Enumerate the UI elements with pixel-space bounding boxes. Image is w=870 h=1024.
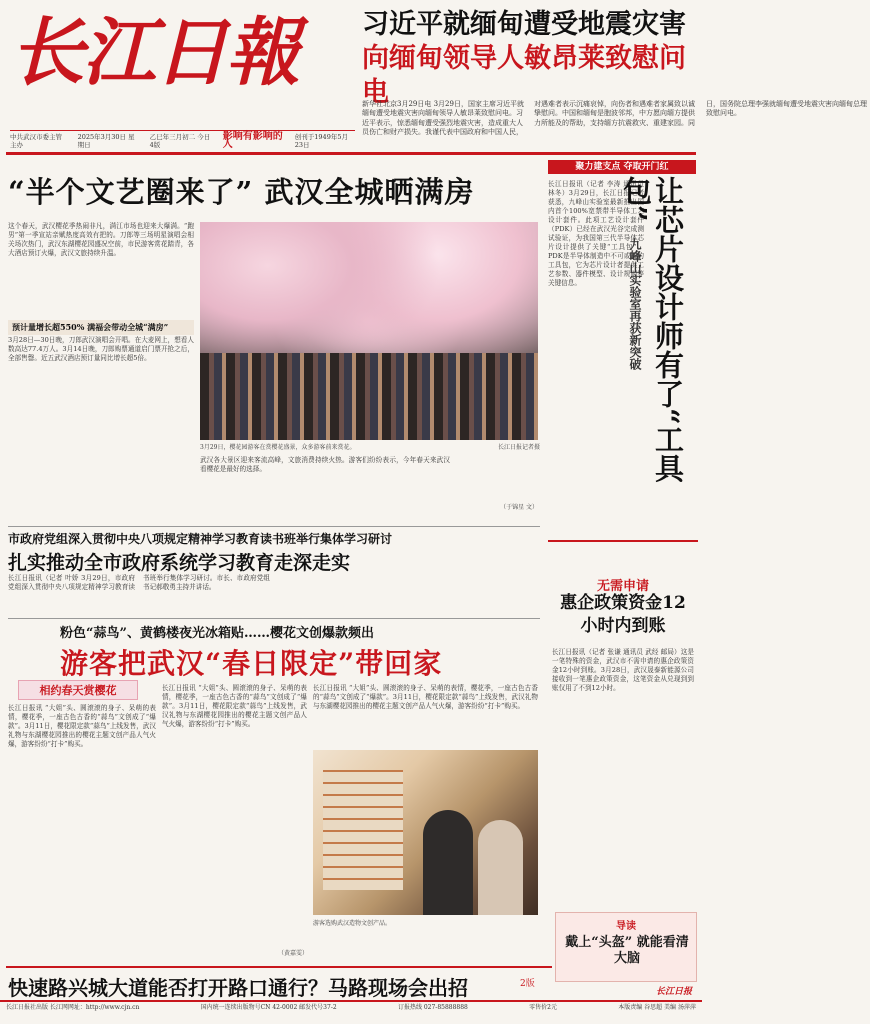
- feature-headline: “半个文艺圈来了” 武汉全城晒满房: [8, 175, 475, 209]
- feature-body-1: 这个春天，武汉樱花季热闹非凡，满江市场也迎来大爆满。“跑男”第一季宣站亲赋热度高效有把的。刀郎等三场明星演唱会相关场次热门，武汉东湖樱花园盛况空前，市民游客赏花踏青，各大酒店预订火爆，武汉文旅持续升温。: [8, 222, 194, 257]
- section3-kicker: 粉色“蒜鸟”、黄鹤楼夜光冰箱贴……樱花文创爆款频出: [60, 626, 374, 641]
- guide-headline[interactable]: 戴上“头盔” 就能看清大脑: [565, 935, 689, 966]
- lead-headline: [362, 8, 698, 110]
- side-divider: [548, 540, 698, 542]
- footer-cn: 国内统一连续出版物号CN 42-0002 邮发代号37-2: [200, 1004, 337, 1011]
- bottom-divider: [6, 966, 552, 968]
- issue-date: 2025年3月30日 星期日: [77, 133, 135, 149]
- policy-kicker: 无需申请: [596, 579, 649, 594]
- policy-headline: 惠企政策资金12小时内到账: [560, 593, 686, 636]
- lead-headline-line-1: 习近平就缅甸遭受地震灾害: [362, 9, 686, 40]
- policy-body: 长江日报讯（记者 张谦 通讯员 武经 邮局）这是一笔特殊的资金，武汉市不需申请的惠企政策资金12小时到账。3月28日，武汉晟泰新能源公司接收到一笔惠企政策资金，这笔资金从兑现到到账仅用了不到12小时。: [552, 648, 694, 692]
- shelf: [323, 770, 403, 890]
- publisher: 中共武汉市委主管主办: [10, 133, 62, 149]
- section3-photo-caption: 游客选购武汉造物文创产品。: [313, 920, 392, 927]
- section2-divider: [8, 526, 540, 527]
- lead-article-body: 新华社北京3月29日电 3月29日，国家主席习近平就缅甸遭受地震灾害向缅甸领导人敏昂莱致慰问电。习近平表示，惊悉缅甸遭受强烈地震灾害，造成重大人员伤亡和财产损失。我谨代表中国政府和中国人民，对遇难者表示沉痛哀悼，向伤者和遇难者家属致以诚挚慰问。中国和缅甸是胞波邻邦，中方愿向缅方提供力所能及的帮助，支持缅方抗震救灾、重建家园。同日，国务院总理李强就缅甸遭受地震灾害向缅甸总理致慰问电。: [362, 100, 867, 137]
- masthead-info-bar: [10, 130, 355, 148]
- visitor-figure: [423, 810, 473, 915]
- feature-author: （于锦星 文）: [500, 504, 538, 511]
- section3-divider: [8, 618, 540, 619]
- lead-headline-line-2: 向缅甸领导人敏昂莱致慰问电: [362, 43, 686, 108]
- bottom-page-ref: 2版: [520, 979, 535, 989]
- bottom-headline[interactable]: 快速路兴城大道能否打开路口通行？马路现场会出招: [8, 976, 468, 1000]
- side-headline: 让芯片设计师有了“工具包”: [619, 176, 685, 483]
- footer-phone: 订报热线 027-85888888: [397, 1004, 468, 1011]
- feature-photo-caption: 3月29日，樱花园游客在赏樱花盛景，众多游客前来赏花。: [200, 444, 356, 451]
- footer: [0, 1000, 702, 1024]
- guide-box: [555, 912, 697, 997]
- side-kicker: 聚力建支点 夺取开门红: [548, 160, 696, 174]
- section3-body-1: 长江日报讯 “大姐”头、圆滚滚的身子、呆萌的表情，樱花季，一座古色古香的“蒜鸟”文创成了“爆款”。3月11日，樱花限定款“蒜鸟”上线发售，武汉礼物与东湖樱花园推出的樱花主题文创产品人气火爆，游客纷纷“打卡”购买。: [8, 704, 156, 748]
- side-article-body: 长江日报讯（记者 李涛 通讯员 林冬）3月29日，长江日报记者获悉，九峰山实验室最新推出国内首个100%宽禁带半导体工艺设计套件。此项工艺设计套件（PDK）已经在武汉光谷完成测试验证，为我国第三代半导体芯片设计提供了关键“工具包”。PDK是半导体制造中不可或缺的工具包，它为芯片设计者提供工艺参数、器件模型、设计规则等关键信息。: [548, 180, 644, 287]
- feature-subhead: 预计量增长超550% 满福会带动全城“满房”: [8, 320, 194, 335]
- footer-editors: 本版责编 谷思超 美编 汤萍萍: [618, 1004, 696, 1011]
- newspaper-logo: 长江日報: [10, 10, 298, 96]
- cherry-blossom-photo: [200, 222, 538, 440]
- masthead: [0, 0, 867, 150]
- section2-kicker: 市政府党组深入贯彻中央八项规定精神学习教育读书班举行集体学习研讨: [8, 532, 393, 546]
- section3-body-3: 长江日报讯 “大姐”头、圆滚滚的身子、呆萌的表情，樱花季，一座古色古香的“蒜鸟”文创成了“爆款”。3月11日，樱花限定款“蒜鸟”上线发售，武汉礼物与东湖樱花园推出的樱花主题文创产品人气火爆，游客纷纷“打卡”购买。: [313, 684, 538, 710]
- footer-publisher: 长江日报社出版 长江网网址：http://www.cjn.cn: [6, 1004, 140, 1011]
- section2-headline: 扎实推动全市政府系统学习教育走深走实: [8, 552, 351, 574]
- founded-line: 创刊于1949年5月23日: [294, 133, 348, 149]
- section3-headline: 游客把武汉“春日限定”带回家: [60, 647, 443, 680]
- section3-author: （黄嘉雯）: [277, 950, 308, 957]
- lunar-date: 乙巳年三月初二 今日4版: [149, 133, 211, 149]
- feature-body-2: 3月28日—30日晚，刀郎武汉演唱会开唱。在大麦网上，想看人数高达77.4万人。3月14日晚，刀郎购票通道启门票开抢之后，全部售罄。近五武汉酒店预订量同比增长超5倍。: [8, 336, 194, 362]
- visitor-figure-2: [478, 820, 523, 915]
- crowd-silhouette: [200, 353, 538, 440]
- motto: 影响有影响的人: [222, 131, 283, 150]
- guide-label: 导读: [616, 921, 636, 932]
- cultural-shop-photo: [313, 750, 538, 915]
- feature-body-3: 武汉各大景区迎来客流高峰，文旅消费持续火热。游客们纷纷表示，今年春天来武汉看樱花是最好的选择。: [200, 456, 450, 473]
- section2-body: 长江日报讯（记者 叶娇 3月29日，市政府党组深入贯彻中央八项规定精神学习教育读书班举行集体学习研讨。市长、市政府党组书记郝敬勇主持并讲话。: [8, 574, 270, 591]
- side-subhead: 九峰山实验室再获新突破: [628, 238, 642, 370]
- guide-brand: 长江日报: [655, 987, 692, 997]
- feature-photo-credit: 长江日报记者摄: [497, 444, 540, 451]
- section3-body-2: 长江日报讯 “大姐”头、圆滚滚的身子、呆萌的表情，樱花季，一座古色古香的“蒜鸟”文创成了“爆款”。3月11日，樱花限定款“蒜鸟”上线发售，武汉礼物与东湖樱花园推出的樱花主题文创产品人气火爆，游客纷纷“打卡”购买。: [162, 684, 307, 728]
- masthead-divider: [6, 152, 696, 155]
- section3-tag: 相约春天赏樱花: [18, 680, 138, 700]
- footer-price: 零售价2元: [529, 1004, 557, 1011]
